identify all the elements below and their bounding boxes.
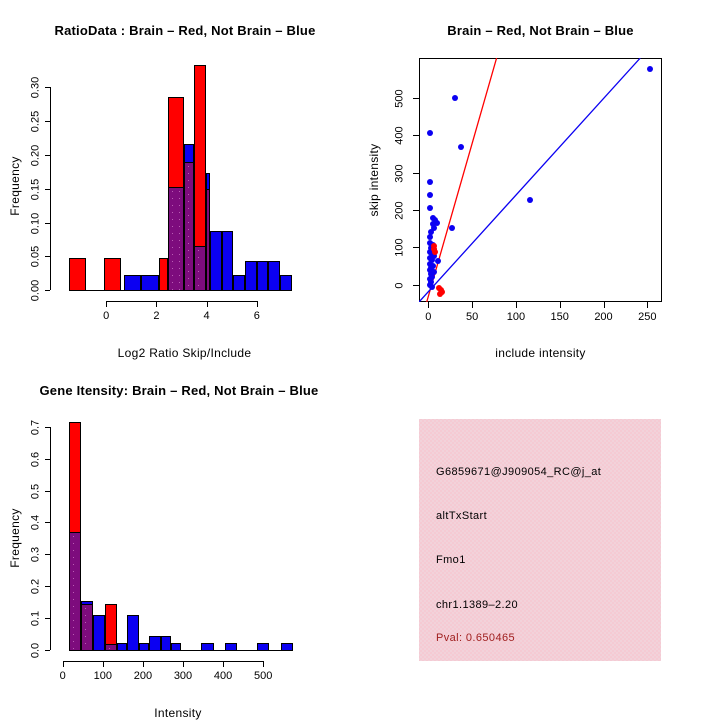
y-axis-line bbox=[50, 87, 51, 290]
scatter-title: Brain – Red, Not Brain – Blue bbox=[447, 23, 634, 38]
x-axis-tick bbox=[106, 301, 107, 307]
scatter-point-blue bbox=[647, 66, 653, 72]
y-tick-label: 100 bbox=[393, 238, 406, 257]
x-axis-tick bbox=[103, 661, 104, 667]
histogram-bar bbox=[69, 258, 87, 291]
scatter-point-red bbox=[432, 249, 438, 255]
ratio-histogram-title: RatioData : Brain – Red, Not Brain – Blue bbox=[54, 23, 316, 38]
x-tick-label: 500 bbox=[254, 670, 273, 682]
y-axis-tick bbox=[45, 121, 50, 122]
y-tick-label: 0 bbox=[393, 281, 406, 289]
gene-name-text: Fmo1 bbox=[436, 554, 466, 566]
y-tick-label: 200 bbox=[393, 201, 406, 220]
histogram-bar bbox=[141, 275, 159, 291]
histogram-bar bbox=[93, 615, 105, 651]
scatter-y-axis-label: skip intensity bbox=[367, 143, 381, 217]
scatter-point-blue bbox=[427, 130, 433, 136]
ratio-histogram-y-axis-label: Frequency bbox=[8, 156, 22, 216]
gene-histogram-y-axis-label: Frequency bbox=[8, 508, 22, 568]
histogram-bar bbox=[210, 231, 222, 291]
y-axis-tick bbox=[45, 586, 50, 587]
y-tick-label: 0.30 bbox=[29, 77, 42, 99]
x-tick-label: 50 bbox=[465, 311, 479, 323]
y-tick-label: 400 bbox=[393, 126, 406, 145]
histogram-bar bbox=[245, 261, 257, 291]
x-tick-label: 100 bbox=[93, 670, 112, 682]
scatter-point-blue bbox=[458, 144, 464, 150]
y-tick-label: 0.0 bbox=[29, 642, 42, 659]
y-tick-label: 0.5 bbox=[29, 483, 42, 499]
x-tick-label: 250 bbox=[638, 311, 657, 323]
gene-info-panel bbox=[360, 360, 720, 720]
x-tick-label: 200 bbox=[594, 311, 613, 323]
x-axis-tick bbox=[143, 661, 144, 667]
histogram-bar bbox=[201, 643, 214, 651]
x-axis-tick bbox=[63, 661, 64, 667]
y-axis-tick bbox=[45, 256, 50, 257]
x-axis-tick bbox=[516, 302, 517, 308]
y-tick-label: 0.1 bbox=[29, 610, 42, 627]
x-axis-tick bbox=[647, 302, 648, 308]
y-tick-label: 0.2 bbox=[29, 579, 42, 595]
y-tick-label: 0.25 bbox=[29, 110, 42, 133]
y-axis-tick bbox=[45, 554, 50, 555]
histogram-overlap-segment bbox=[69, 532, 81, 651]
x-axis-tick bbox=[156, 301, 157, 307]
histogram-bar bbox=[124, 275, 142, 291]
histogram-bar bbox=[257, 643, 269, 651]
ratio-histogram-x-axis-label: Log2 Ratio Skip/Include bbox=[117, 346, 252, 360]
histogram-bar bbox=[127, 615, 139, 651]
x-tick-label: 2 bbox=[153, 310, 160, 322]
ratio-histogram-plot-area bbox=[0, 0, 360, 360]
y-tick-label: 0.15 bbox=[29, 178, 42, 200]
x-axis-line bbox=[63, 661, 264, 662]
gene-info-box bbox=[419, 419, 661, 661]
x-tick-label: 0 bbox=[425, 311, 432, 323]
histogram-overlap-segment bbox=[168, 187, 184, 291]
x-axis-tick bbox=[183, 661, 184, 667]
y-axis-tick bbox=[45, 427, 50, 428]
histogram-bar bbox=[222, 231, 234, 291]
scatter-point-red bbox=[437, 291, 443, 297]
red-fit-line bbox=[427, 58, 497, 302]
histogram-bar bbox=[225, 643, 237, 651]
histogram-bar bbox=[139, 643, 149, 651]
y-axis-tick bbox=[45, 618, 50, 619]
y-axis-tick bbox=[45, 223, 50, 224]
x-axis-tick bbox=[604, 302, 605, 308]
y-axis-line bbox=[50, 427, 51, 650]
scatter-point-blue bbox=[452, 95, 458, 101]
x-axis-tick bbox=[257, 301, 258, 307]
gene-histogram-plot-area bbox=[0, 360, 360, 720]
scatter-plot-area bbox=[360, 0, 720, 360]
x-axis-tick bbox=[207, 301, 208, 307]
y-tick-label: 0.05 bbox=[29, 245, 42, 268]
histogram-overlap-segment bbox=[81, 604, 93, 651]
y-tick-label: 0.7 bbox=[29, 419, 42, 435]
x-tick-label: 4 bbox=[203, 310, 210, 322]
y-tick-label: 0.10 bbox=[29, 212, 42, 234]
histogram-bar bbox=[159, 258, 169, 291]
y-axis-tick bbox=[45, 459, 50, 460]
y-tick-label: 0.4 bbox=[29, 515, 42, 531]
pval-text: Pval: 0.650465 bbox=[436, 632, 515, 644]
histogram-overlap-segment bbox=[194, 246, 206, 291]
x-tick-label: 0 bbox=[59, 670, 66, 682]
ratio-histogram-panel bbox=[0, 0, 360, 360]
y-axis-tick bbox=[45, 155, 50, 156]
probe-id-text: G6859671@J909054_RC@j_at bbox=[436, 466, 602, 478]
histogram-overlap-segment bbox=[184, 162, 194, 291]
scatter-x-axis-label: include intensity bbox=[495, 346, 586, 360]
gene-intensity-histogram-panel bbox=[0, 360, 360, 720]
x-axis-tick bbox=[428, 302, 429, 308]
histogram-bar bbox=[149, 636, 161, 651]
histogram-bar bbox=[161, 636, 171, 651]
histogram-bar bbox=[233, 275, 245, 291]
y-tick-label: 0.20 bbox=[29, 144, 42, 167]
x-tick-label: 300 bbox=[173, 670, 193, 682]
x-tick-label: 200 bbox=[133, 670, 153, 682]
histogram-bar bbox=[268, 261, 280, 291]
chromosome-location-text: chr1.1389–2.20 bbox=[436, 599, 519, 611]
histogram-bar bbox=[257, 261, 269, 291]
y-axis-tick bbox=[45, 522, 50, 523]
x-tick-label: 6 bbox=[253, 310, 260, 322]
x-axis-line bbox=[106, 301, 257, 302]
y-tick-label: 0.3 bbox=[29, 547, 42, 563]
y-axis-tick bbox=[45, 290, 50, 291]
histogram-bar bbox=[281, 643, 293, 651]
x-axis-tick bbox=[223, 661, 224, 667]
scatter-point-blue bbox=[427, 205, 433, 211]
gene-histogram-x-axis-label: Intensity bbox=[154, 706, 202, 720]
histogram-overlap-segment bbox=[105, 644, 117, 651]
x-axis-tick bbox=[560, 302, 561, 308]
gene-histogram-title: Gene Itensity: Brain – Red, Not Brain – Blue bbox=[39, 383, 319, 398]
y-axis-tick bbox=[45, 650, 50, 651]
x-tick-label: 0 bbox=[103, 310, 110, 322]
scatter-point-blue bbox=[427, 192, 433, 198]
y-tick-label: 500 bbox=[393, 89, 406, 108]
histogram-bar bbox=[104, 258, 122, 291]
scatter-point-blue bbox=[429, 284, 435, 290]
histogram-bar bbox=[280, 275, 292, 291]
histogram-bar bbox=[117, 643, 127, 651]
x-tick-label: 150 bbox=[550, 311, 569, 323]
histogram-bar bbox=[171, 643, 181, 651]
x-tick-label: 400 bbox=[213, 670, 233, 682]
blue-fit-line bbox=[419, 58, 640, 302]
y-tick-label: 0.00 bbox=[29, 279, 42, 302]
x-axis-tick bbox=[472, 302, 473, 308]
x-tick-label: 100 bbox=[506, 311, 526, 323]
event-type-text: altTxStart bbox=[436, 510, 488, 522]
y-tick-label: 300 bbox=[393, 163, 406, 183]
y-axis-tick bbox=[45, 491, 50, 492]
scatter-point-blue bbox=[449, 225, 455, 231]
x-axis-tick bbox=[263, 661, 264, 667]
y-axis-tick bbox=[45, 189, 50, 190]
intensity-scatter-panel bbox=[360, 0, 720, 360]
y-axis-tick bbox=[45, 87, 50, 88]
y-tick-label: 0.6 bbox=[29, 451, 42, 467]
